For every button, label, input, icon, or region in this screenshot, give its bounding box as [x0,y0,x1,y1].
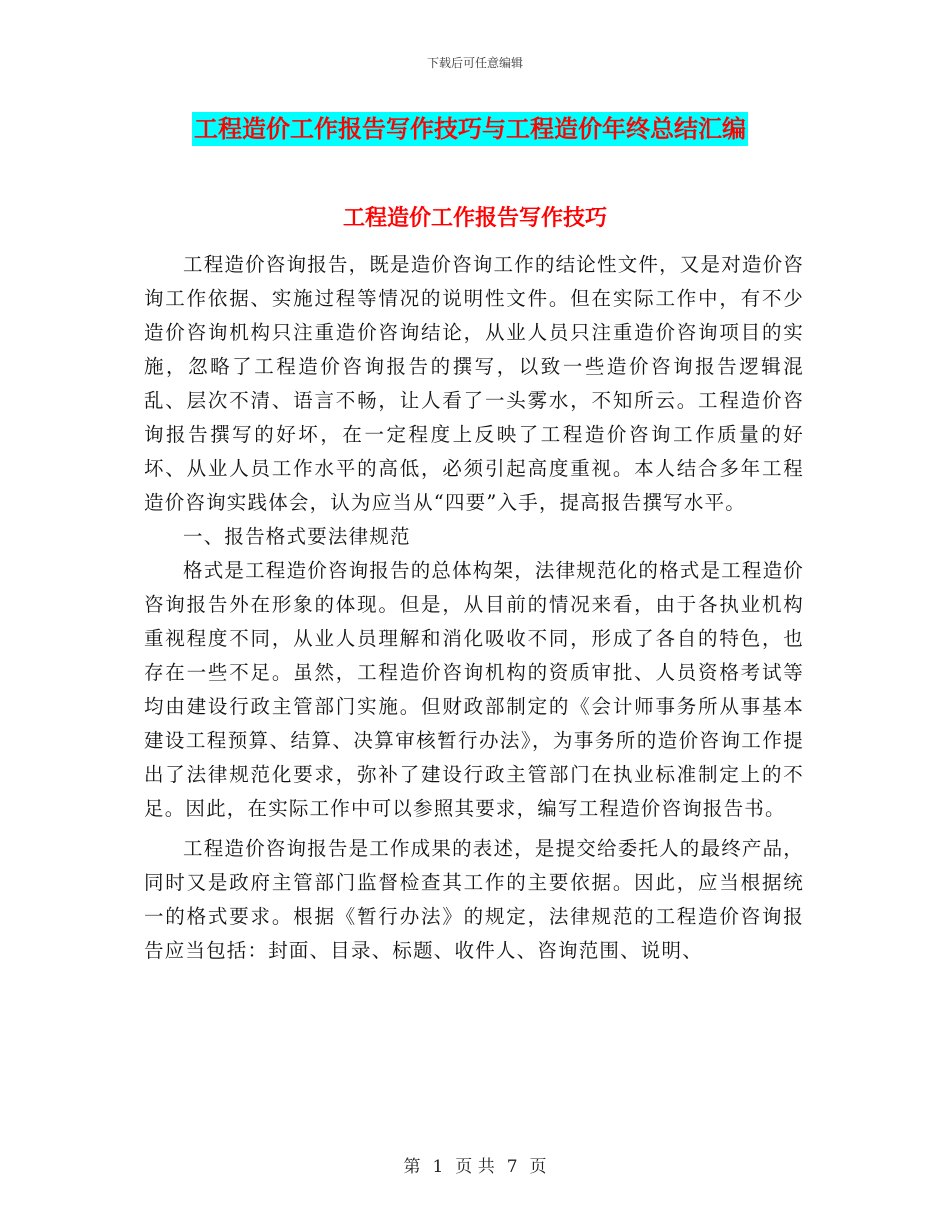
body-heading-1: 一、报告格式要法律规范 [183,525,411,548]
page-label-suffix: 页 [529,1157,547,1177]
page-label-mid: 页 共 [455,1157,495,1177]
page-number: 1 [432,1157,444,1177]
body-paragraph: 工程造价咨询报告是工作成果的表述，是提交给委托人的最终产品，同时又是政府主管部门监督检查其工作的主要依据。因此，应当根据统一的格式要求。根据《暂行办法》的规定，法律规范的工程造价咨询报告应当包括：封面、目录、标题、收件人、咨询范围、说明、 [144,837,805,962]
document-body [144,248,804,968]
body-paragraph: 工程造价咨询报告，既是造价咨询工作的结论性文件，又是对造价咨询工作依据、实施过程等情况的说明性文件。但在实际工作中，有不少造价咨询机构只注重造价咨询结论，从业人员只注重造价咨询项目的实施，忽略了工程造价咨询报告的撰写，以致一些造价咨询报告逻辑混乱、层次不清、语言不畅，让人看了一头雾水，不知所云。工程造价咨询报告撰写的好坏，在一定程度上反映了工程造价咨询工作质量的好坏、从业人员工作水平的高低，必须引起高度重视。本人结合多年工程造价咨询实践体会，认为应当从“四要”入手，提高报告撰写水平。 [144,253,805,514]
document-title: 工程造价工作报告写作技巧与工程造价年终总结汇编 [192,112,748,146]
header-note: 下载后可任意编辑 [426,56,523,70]
page-footer [0,1152,950,1177]
section-title: 工程造价工作报告写作技巧 [342,205,607,231]
body-paragraph: 格式是工程造价咨询报告的总体构架，法律规范化的格式是工程造价咨询报告外在形象的体现。但是，从目前的情况来看，由于各执业机构重视程度不同，从业人员理解和消化吸收不同，形成了各自的特色，也存在一些不足。虽然，工程造价咨询机构的资质审批、人员资格考试等均由建设行政主管部门实施。但财政部制定的《会计师事务所从事基本建设工程预算、结算、决算审核暂行办法》，为事务所的造价咨询工作提出了法律规范化要求，弥补了建设行政主管部门在执业标准制定上的不足。因此，在实际工作中可以参照其要求，编写工程造价咨询报告书。 [144,559,805,820]
page-total: 7 [506,1157,518,1177]
page-label-prefix: 第 [403,1157,421,1177]
